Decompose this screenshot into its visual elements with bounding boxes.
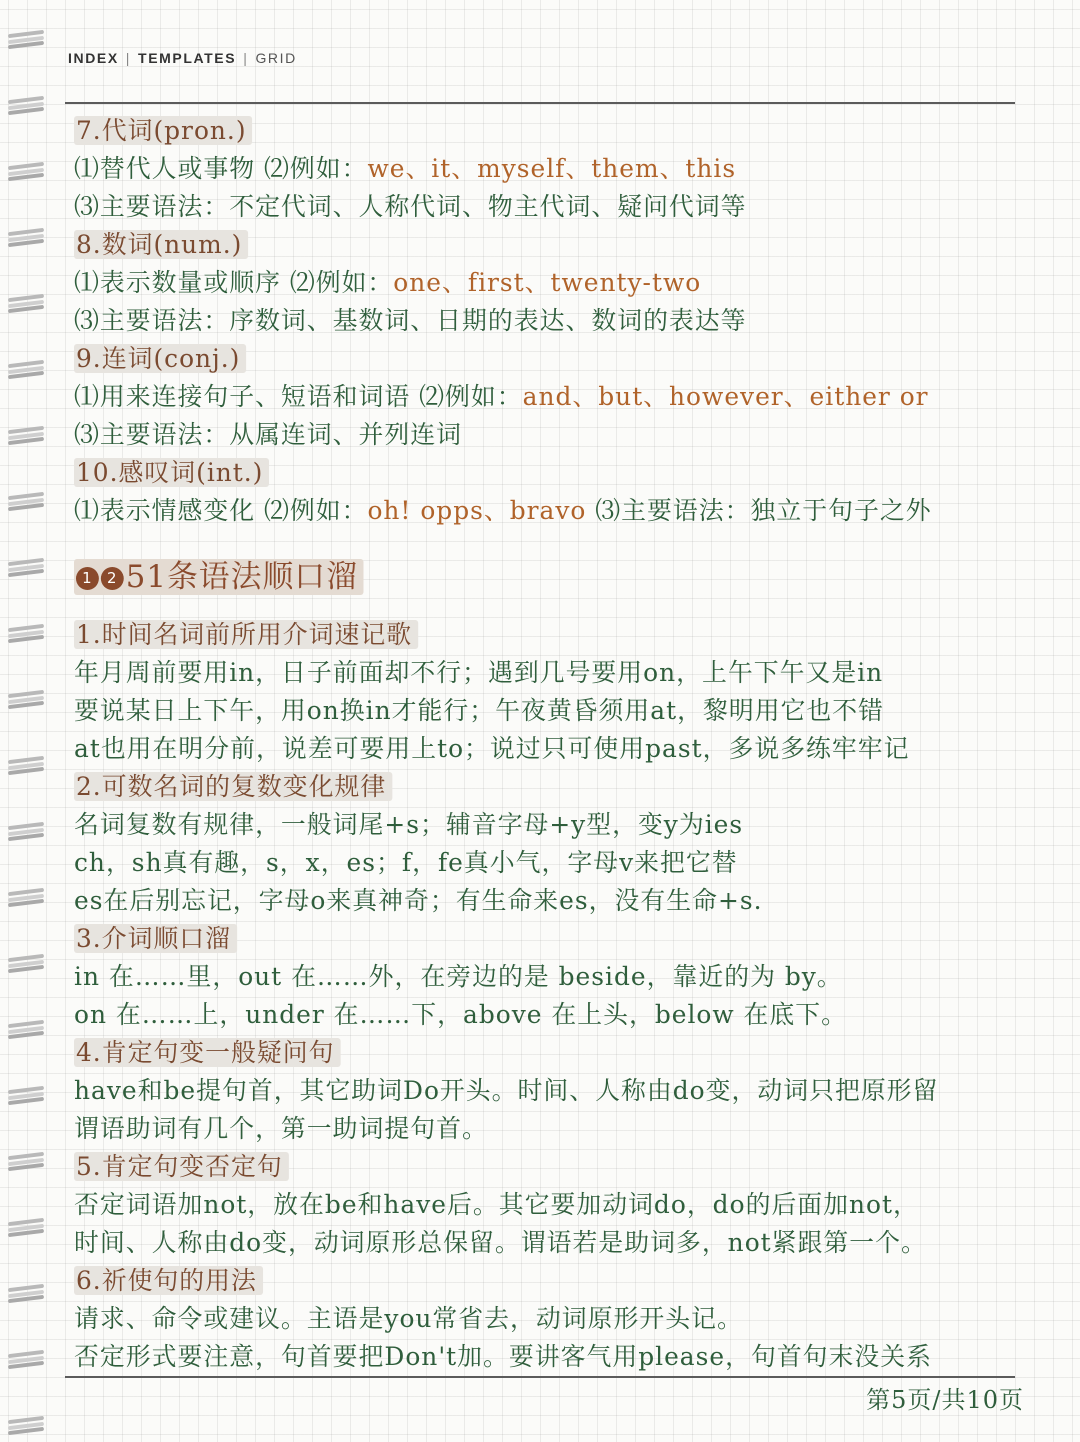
spiral-ring xyxy=(2,1020,48,1038)
nav-grid-link[interactable]: GRID xyxy=(255,50,297,66)
top-navigation: INDEX | TEMPLATES | GRID xyxy=(68,50,297,66)
num-heading: 8.数词(num.) xyxy=(74,226,1044,264)
spiral-ring xyxy=(2,492,48,510)
spiral-ring xyxy=(2,1416,48,1434)
s1-line: 年月周前要用in，日子前面却不行；遇到几号要用on，上午下午又是in xyxy=(74,658,884,687)
spiral-ring xyxy=(2,360,48,378)
spiral-ring xyxy=(2,1284,48,1302)
spiral-ring xyxy=(2,228,48,246)
spiral-ring xyxy=(2,1218,48,1236)
spiral-ring xyxy=(2,96,48,114)
s3-line: on 在……上，under 在……下，above 在上头，below 在底下。 xyxy=(74,1000,848,1029)
page-number: 第5页/共10页 xyxy=(866,1386,1024,1414)
conj-line-1: ⑴用来连接句子、短语和词语 ⑵例如：and、but、however、either or xyxy=(74,382,929,411)
spiral-ring xyxy=(2,294,48,312)
conj-heading: 9.连词(conj.) xyxy=(74,340,1044,378)
spiral-ring xyxy=(2,756,48,774)
num-line-1: ⑴表示数量或顺序 ⑵例如：one、first、twenty-two xyxy=(74,268,702,297)
s2-line: ch，sh真有趣，s，x，es；f，fe真小气，字母v来把它替 xyxy=(74,848,738,877)
pron-line-1: ⑴替代人或事物 ⑵例如：we、it、myself、them、this xyxy=(74,154,737,183)
s2-heading: 2.可数名词的复数变化规律 xyxy=(74,768,1044,806)
num-line-2: ⑶主要语法：序数词、基数词、日期的表达、数词的表达等 xyxy=(74,306,747,335)
pron-heading: 7.代词(pron.) xyxy=(74,112,1044,150)
nav-templates-link[interactable]: TEMPLATES xyxy=(138,50,237,66)
spiral-ring xyxy=(2,822,48,840)
s3-line: in 在……里，out 在……外，在旁边的是 beside，靠近的为 by。 xyxy=(74,962,843,991)
spiral-ring xyxy=(2,954,48,972)
notes-content xyxy=(74,112,1049,1376)
s5-line: 时间、人称由do变，动词原形总保留。谓语若是助词多，not紧跟第一个。 xyxy=(74,1228,927,1257)
s5-heading: 5.肯定句变否定句 xyxy=(74,1148,1044,1186)
spiral-ring xyxy=(2,1086,48,1104)
s6-line: 请求、命令或建议。主语是you常省去，动词原形开头记。 xyxy=(74,1304,743,1333)
int-line-1: ⑴表示情感变化 ⑵例如：oh! opps、bravo ⑶主要语法：独立于句子之外 xyxy=(74,496,932,525)
s3-heading: 3.介词顺口溜 xyxy=(74,920,1044,958)
s4-line: have和be提句首，其它助词Do开头。时间、人称由do变，动词只把原形留 xyxy=(74,1076,939,1105)
int-heading: 10.感叹词(int.) xyxy=(74,454,1044,492)
s1-heading: 1.时间名词前所用介词速记歌 xyxy=(74,616,1044,654)
top-divider xyxy=(65,102,1015,104)
s2-line: 名词复数有规律，一般词尾+s；辅音字母+y型，变y为ies xyxy=(74,810,744,839)
s4-heading: 4.肯定句变一般疑问句 xyxy=(74,1034,1044,1072)
s6-heading: 6.祈使句的用法 xyxy=(74,1262,1044,1300)
spiral-ring xyxy=(2,162,48,180)
spiral-ring xyxy=(2,30,48,48)
spiral-ring xyxy=(2,888,48,906)
nav-index-link[interactable]: INDEX xyxy=(68,50,119,66)
conj-line-2: ⑶主要语法：从属连词、并列连词 xyxy=(74,420,463,449)
pron-line-2: ⑶主要语法：不定代词、人称代词、物主代词、疑问代词等 xyxy=(74,192,747,221)
spiral-ring xyxy=(2,690,48,708)
section-title-text: 51条语法顺口溜 xyxy=(125,559,358,595)
spiral-binding xyxy=(0,0,60,1442)
spiral-ring xyxy=(2,1152,48,1170)
s4-line: 谓语助词有几个，第一助词提句首。 xyxy=(74,1114,488,1143)
spiral-ring xyxy=(2,624,48,642)
spiral-ring xyxy=(2,426,48,444)
s1-line: at也用在明分前，说差可要用上to；说过只可使用past，多说多练牢牢记 xyxy=(74,734,910,763)
s1-line: 要说某日上下午，用on换in才能行；午夜黄昏须用at，黎明用它也不错 xyxy=(74,696,885,725)
spiral-ring xyxy=(2,558,48,576)
section-number-badge-1: 1 xyxy=(76,567,99,590)
s5-line: 否定词语加not，放在be和have后。其它要加动词do，do的后面加not， xyxy=(74,1190,919,1219)
spiral-ring xyxy=(2,1350,48,1368)
section-number-badge-2: 2 xyxy=(101,567,124,590)
s2-line: es在后别忘记，字母o来真神奇；有生命来es，没有生命+s. xyxy=(74,886,763,915)
bottom-divider xyxy=(65,1376,1015,1378)
s6-line: 否定形式要注意，句首要把Don't加。要讲客气用please，句首句末没关系 xyxy=(74,1342,933,1371)
section-title xyxy=(74,546,1044,608)
